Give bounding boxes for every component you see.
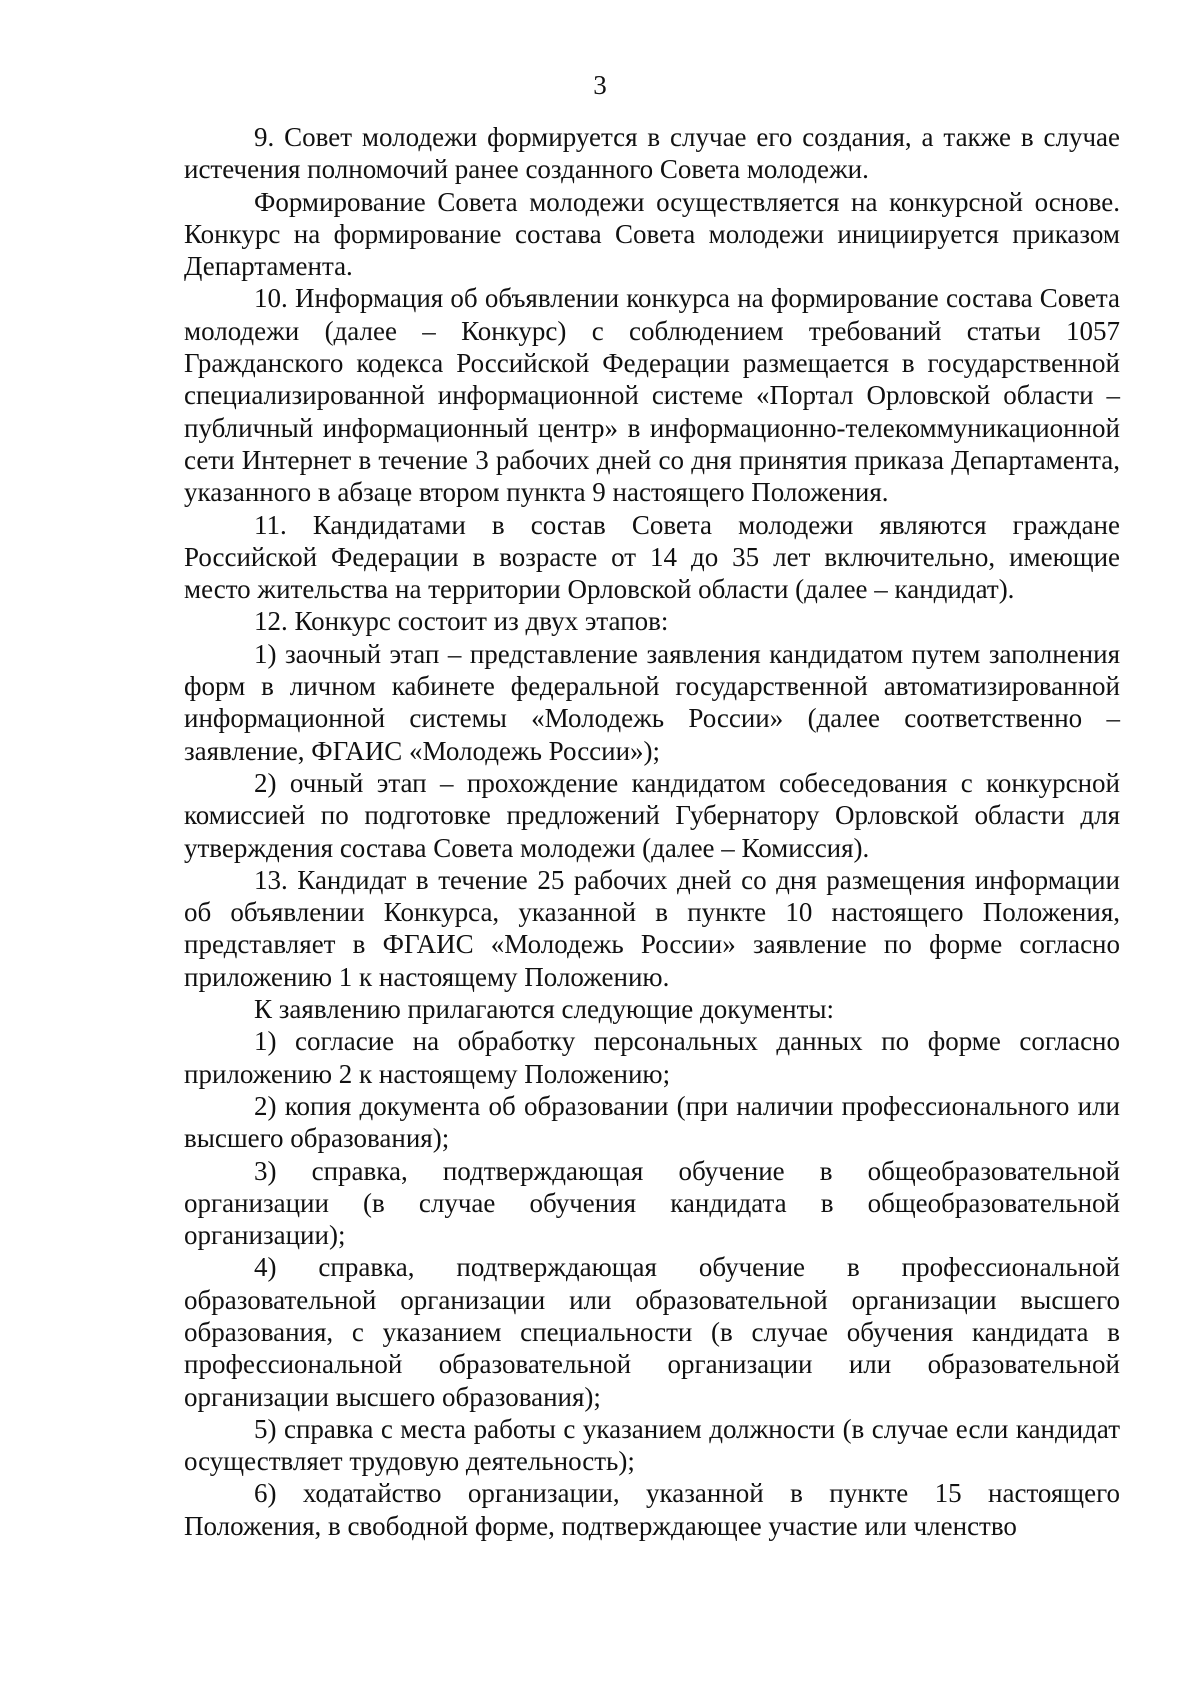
document-item-3: 3) справка, подтверждающая обучение в общеобразовательной организации (в случае обучения кандидата в общеобразовательной организации); xyxy=(184,1155,1120,1251)
paragraph-13-documents-intro: К заявлению прилагаются следующие документы: xyxy=(254,994,835,1025)
document-item-6: 6) ходатайство организации, указанной в пункте 15 настоящего Положения, в свободной форме, подтверждающее участие или членство xyxy=(184,1478,1120,1541)
document-item-2: 2) копия документа об образовании (при наличии профессионального или высшего образования); xyxy=(184,1090,1120,1154)
document-item-5: 5) справка с места работы с указанием должности (в случае если кандидат осуществляет трудовую деятельность); xyxy=(184,1413,1120,1477)
paragraph-13: 13. Кандидат в течение 25 рабочих дней со дня размещения информации об объявлении Конкурса, указанной в пункте 10 настоящего Положения, представляет в ФГАИС «Молодежь России» заявление по форме согласно приложению 1 к настоящему Положению. xyxy=(184,864,1120,992)
paragraph-9: 9. Совет молодежи формируется в случае его создания, а также в случае истечения полномочий ранее созданного Совета молодежи. xyxy=(184,122,1120,185)
paragraph-9-second: Формирование Совета молодежи осуществляется на конкурсной основе. Конкурс на формирование состава Совета молодежи инициируется приказом Департамента. xyxy=(184,186,1120,282)
document-body xyxy=(184,121,1120,1542)
paragraph-10: 10. Информация об объявлении конкурса на формирование состава Совета молодежи (далее – Конкурс) с соблюдением требований статьи 1057 Гражданского кодекса Российской Федерации размещается в государственной специализированной информационной системе «Портал Орловской области – публичный информационный центр» в информационно-телекоммуникационной сети Интернет в течение 3 рабочих дней со дня принятия приказа Департамента, указанного в абзаце втором пункта 9 настоящего Положения. xyxy=(184,283,1120,508)
paragraph-12-item-2: 2) очный этап – прохождение кандидатом собеседования с конкурсной комиссией по подготовке предложений Губернатору Орловской области для утверждения состава Совета молодежи (далее – Комиссия). xyxy=(184,767,1120,863)
page-number: 3 xyxy=(593,70,607,100)
paragraph-12: 12. Конкурс состоит из двух этапов: xyxy=(254,606,669,637)
document-item-1: 1) согласие на обработку персональных данных по форме согласно приложению 2 к настоящему Положению; xyxy=(184,1026,1120,1089)
paragraph-11: 11. Кандидатами в состав Совета молодежи являются граждане Российской Федерации в возрасте от 14 до 35 лет включительно, имеющие место жительства на территории Орловской области (далее – кандидат). xyxy=(184,509,1120,605)
paragraph-12-item-1: 1) заочный этап – представление заявления кандидатом путем заполнения форм в личном кабинете федеральной государственной автоматизированной информационной системы «Молодежь России» (далее соответственно – заявление, ФГАИС «Молодежь России»); xyxy=(184,638,1120,766)
document-item-4: 4) справка, подтверждающая обучение в профессиональной образовательной организации или образовательной организации высшего образования, с указанием специальности (в случае обучения кандидата в профессиональной образовательной организации или образовательной организации высшего образования); xyxy=(184,1252,1120,1412)
